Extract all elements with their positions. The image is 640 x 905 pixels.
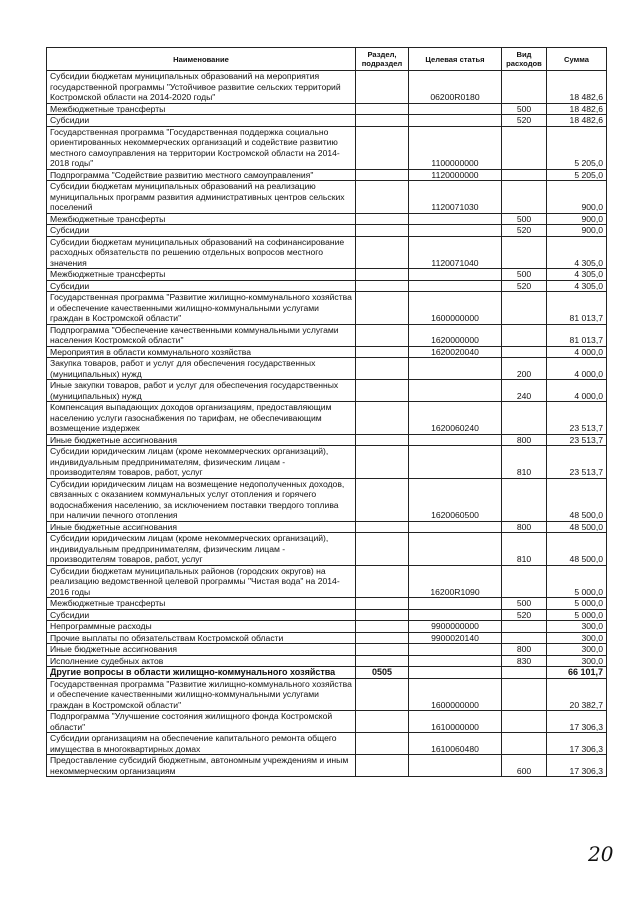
table-row bbox=[47, 434, 607, 446]
table-row bbox=[47, 236, 607, 269]
cell-target: 1120071030 bbox=[409, 181, 502, 214]
cell-section bbox=[356, 598, 409, 610]
cell-name: Субсидии bbox=[47, 225, 356, 237]
cell-type: 520 bbox=[502, 115, 547, 127]
cell-section bbox=[356, 358, 409, 380]
cell-name: Иные бюджетные ассигнования bbox=[47, 434, 356, 446]
cell-target: 1610060480 bbox=[409, 733, 502, 755]
table-body bbox=[47, 71, 607, 777]
cell-section bbox=[356, 621, 409, 633]
cell-type: 500 bbox=[502, 103, 547, 115]
cell-target bbox=[409, 655, 502, 667]
cell-amount: 18 482,6 bbox=[547, 103, 607, 115]
cell-name: Закупка товаров, работ и услуг для обеспечения государственных (муниципальных) нужд bbox=[47, 358, 356, 380]
cell-name: Субсидии bbox=[47, 280, 356, 292]
cell-type: 500 bbox=[502, 598, 547, 610]
cell-section bbox=[356, 115, 409, 127]
cell-type bbox=[502, 324, 547, 346]
cell-section bbox=[356, 280, 409, 292]
cell-name: Субсидии bbox=[47, 115, 356, 127]
cell-target bbox=[409, 269, 502, 281]
cell-name: Межбюджетные трансферты bbox=[47, 103, 356, 115]
cell-target: 06200R0180 bbox=[409, 71, 502, 104]
table-row bbox=[47, 644, 607, 656]
cell-name: Субсидии юридическим лицам (кроме некоммерческих организаций), индивидуальным предпринимателям, физическим лицам - производителям товаров, работ, услуг bbox=[47, 446, 356, 479]
cell-amount: 4 305,0 bbox=[547, 236, 607, 269]
cell-target bbox=[409, 434, 502, 446]
cell-section bbox=[356, 126, 409, 169]
cell-type: 810 bbox=[502, 446, 547, 479]
cell-target: 1620060240 bbox=[409, 402, 502, 435]
cell-type bbox=[502, 236, 547, 269]
cell-type bbox=[502, 565, 547, 598]
budget-table bbox=[46, 47, 607, 777]
cell-target bbox=[409, 213, 502, 225]
cell-section bbox=[356, 402, 409, 435]
cell-type: 520 bbox=[502, 225, 547, 237]
cell-section bbox=[356, 225, 409, 237]
cell-name: Государственная программа "Государственная поддержка социально ориентированных некоммерческих организаций и содействие развитию местного самоуправления на территории Костромской области на 2014-2018 годы" bbox=[47, 126, 356, 169]
cell-name: Иные бюджетные ассигнования bbox=[47, 644, 356, 656]
table-row bbox=[47, 292, 607, 325]
page-number: 20 bbox=[588, 842, 614, 866]
cell-target bbox=[409, 521, 502, 533]
cell-section bbox=[356, 103, 409, 115]
cell-section bbox=[356, 609, 409, 621]
cell-amount: 81 013,7 bbox=[547, 324, 607, 346]
table-row bbox=[47, 609, 607, 621]
cell-target bbox=[409, 380, 502, 402]
cell-type: 830 bbox=[502, 655, 547, 667]
table-header-row bbox=[47, 48, 607, 71]
cell-amount: 17 306,3 bbox=[547, 733, 607, 755]
table-row bbox=[47, 621, 607, 633]
cell-name: Подпрограмма "Содействие развитию местного самоуправления" bbox=[47, 169, 356, 181]
cell-amount: 81 013,7 bbox=[547, 292, 607, 325]
cell-target bbox=[409, 358, 502, 380]
cell-type: 240 bbox=[502, 380, 547, 402]
cell-section bbox=[356, 632, 409, 644]
cell-name: Субсидии бюджетам муниципальных образований на софинансирование расходных обязательств по решению отдельных вопросов местного значения bbox=[47, 236, 356, 269]
cell-target bbox=[409, 103, 502, 115]
cell-amount: 17 306,3 bbox=[547, 755, 607, 777]
cell-name: Подпрограмма "Улучшение состояния жилищного фонда Костромской области" bbox=[47, 711, 356, 733]
cell-target: 1600000000 bbox=[409, 678, 502, 711]
cell-section bbox=[356, 733, 409, 755]
cell-section bbox=[356, 478, 409, 521]
cell-name: Субсидии бюджетам муниципальных образований на мероприятия государственной программы "Устойчивое развитие сельских территорий Костромской области на 2014-2020 годы" bbox=[47, 71, 356, 104]
cell-type bbox=[502, 71, 547, 104]
cell-target: 1620020040 bbox=[409, 346, 502, 358]
cell-section: 0505 bbox=[356, 667, 409, 679]
cell-name: Государственная программа "Развитие жилищно-коммунального хозяйства и обеспечение качественными жилищно-коммунальными услугами граждан в Костромской области" bbox=[47, 292, 356, 325]
table-row bbox=[47, 225, 607, 237]
table-row bbox=[47, 733, 607, 755]
table-row bbox=[47, 181, 607, 214]
cell-amount: 4 000,0 bbox=[547, 358, 607, 380]
cell-type bbox=[502, 181, 547, 214]
cell-target bbox=[409, 644, 502, 656]
cell-section bbox=[356, 446, 409, 479]
cell-type bbox=[502, 667, 547, 679]
cell-amount: 23 513,7 bbox=[547, 434, 607, 446]
cell-type bbox=[502, 169, 547, 181]
cell-amount: 4 000,0 bbox=[547, 380, 607, 402]
cell-section bbox=[356, 434, 409, 446]
table-row bbox=[47, 521, 607, 533]
cell-amount: 4 305,0 bbox=[547, 269, 607, 281]
cell-name: Компенсация выпадающих доходов организациям, предоставляющим населению услуги газоснабжения по тарифам, не обеспечивающим возмещение издержек bbox=[47, 402, 356, 435]
cell-type bbox=[502, 346, 547, 358]
cell-name: Субсидии bbox=[47, 609, 356, 621]
cell-target bbox=[409, 755, 502, 777]
cell-amount: 300,0 bbox=[547, 632, 607, 644]
cell-name: Государственная программа "Развитие жилищно-коммунального хозяйства и обеспечение качественными жилищно-коммунальными услугами граждан в Костромской области" bbox=[47, 678, 356, 711]
cell-name: Подпрограмма "Обеспечение качественными коммунальными услугами населения Костромской области" bbox=[47, 324, 356, 346]
cell-target: 1620060500 bbox=[409, 478, 502, 521]
cell-target: 9900000000 bbox=[409, 621, 502, 633]
cell-name: Иные бюджетные ассигнования bbox=[47, 521, 356, 533]
cell-type: 500 bbox=[502, 213, 547, 225]
cell-target: 1620000000 bbox=[409, 324, 502, 346]
table-row bbox=[47, 755, 607, 777]
cell-type bbox=[502, 292, 547, 325]
cell-section bbox=[356, 533, 409, 566]
table-row bbox=[47, 533, 607, 566]
table-row bbox=[47, 103, 607, 115]
cell-type bbox=[502, 632, 547, 644]
cell-amount: 5 205,0 bbox=[547, 126, 607, 169]
cell-type: 810 bbox=[502, 533, 547, 566]
table-row bbox=[47, 213, 607, 225]
header-type: Вид расходов bbox=[502, 48, 547, 71]
table-row bbox=[47, 269, 607, 281]
cell-target: 1600000000 bbox=[409, 292, 502, 325]
cell-amount: 48 500,0 bbox=[547, 533, 607, 566]
cell-amount: 48 500,0 bbox=[547, 478, 607, 521]
cell-amount: 66 101,7 bbox=[547, 667, 607, 679]
cell-amount: 48 500,0 bbox=[547, 521, 607, 533]
cell-amount: 300,0 bbox=[547, 621, 607, 633]
cell-section bbox=[356, 380, 409, 402]
table-row bbox=[47, 667, 607, 679]
cell-type bbox=[502, 678, 547, 711]
table-row bbox=[47, 346, 607, 358]
table-row bbox=[47, 478, 607, 521]
cell-section bbox=[356, 71, 409, 104]
cell-section bbox=[356, 678, 409, 711]
cell-amount: 300,0 bbox=[547, 644, 607, 656]
cell-target bbox=[409, 533, 502, 566]
cell-section bbox=[356, 269, 409, 281]
cell-section bbox=[356, 324, 409, 346]
cell-section bbox=[356, 346, 409, 358]
cell-name: Субсидии юридическим лицам на возмещение недополученных доходов, связанных с оказанием коммунальных услуг отопления и горячего водоснабжения населению, за исключением поставки твердого топлива при наличии печного отопления bbox=[47, 478, 356, 521]
cell-type bbox=[502, 733, 547, 755]
cell-section bbox=[356, 565, 409, 598]
cell-type: 600 bbox=[502, 755, 547, 777]
cell-name: Мероприятия в области коммунального хозяйства bbox=[47, 346, 356, 358]
cell-amount: 5 000,0 bbox=[547, 598, 607, 610]
table-row bbox=[47, 71, 607, 104]
header-target: Целевая статья bbox=[409, 48, 502, 71]
cell-section bbox=[356, 521, 409, 533]
cell-section bbox=[356, 181, 409, 214]
cell-type bbox=[502, 402, 547, 435]
cell-type bbox=[502, 711, 547, 733]
header-name: Наименование bbox=[47, 48, 356, 71]
cell-target bbox=[409, 446, 502, 479]
cell-amount: 17 306,3 bbox=[547, 711, 607, 733]
cell-section bbox=[356, 644, 409, 656]
cell-name: Непрограммные расходы bbox=[47, 621, 356, 633]
cell-section bbox=[356, 655, 409, 667]
cell-name: Межбюджетные трансферты bbox=[47, 598, 356, 610]
cell-amount: 23 513,7 bbox=[547, 446, 607, 479]
cell-amount: 900,0 bbox=[547, 225, 607, 237]
cell-name: Субсидии бюджетам муниципальных образований на реализацию муниципальных программ развития административных центров сельских поселений bbox=[47, 181, 356, 214]
cell-name: Межбюджетные трансферты bbox=[47, 213, 356, 225]
cell-type: 500 bbox=[502, 269, 547, 281]
cell-target bbox=[409, 667, 502, 679]
cell-amount: 5 205,0 bbox=[547, 169, 607, 181]
cell-target bbox=[409, 609, 502, 621]
header-amount: Сумма bbox=[547, 48, 607, 71]
cell-section bbox=[356, 755, 409, 777]
cell-target bbox=[409, 115, 502, 127]
cell-target: 1120000000 bbox=[409, 169, 502, 181]
cell-type: 800 bbox=[502, 644, 547, 656]
cell-target bbox=[409, 280, 502, 292]
cell-name: Другие вопросы в области жилищно-коммунального хозяйства bbox=[47, 667, 356, 679]
cell-amount: 300,0 bbox=[547, 655, 607, 667]
cell-name: Субсидии бюджетам муниципальных районов (городских округов) на реализацию ведомственной целевой программы "Чистая вода" на 2014-2016 годы bbox=[47, 565, 356, 598]
table-row bbox=[47, 678, 607, 711]
cell-amount: 5 000,0 bbox=[547, 609, 607, 621]
cell-target: 1610000000 bbox=[409, 711, 502, 733]
cell-target: 9900020140 bbox=[409, 632, 502, 644]
cell-type: 800 bbox=[502, 521, 547, 533]
table-row bbox=[47, 280, 607, 292]
cell-name: Иные закупки товаров, работ и услуг для обеспечения государственных (муниципальных) нужд bbox=[47, 380, 356, 402]
table-row bbox=[47, 126, 607, 169]
cell-name: Прочие выплаты по обязательствам Костромской области bbox=[47, 632, 356, 644]
cell-target bbox=[409, 225, 502, 237]
table-row bbox=[47, 446, 607, 479]
cell-target bbox=[409, 598, 502, 610]
cell-target: 16200R1090 bbox=[409, 565, 502, 598]
cell-name: Исполнение судебных актов bbox=[47, 655, 356, 667]
cell-amount: 23 513,7 bbox=[547, 402, 607, 435]
table-row bbox=[47, 655, 607, 667]
cell-type bbox=[502, 126, 547, 169]
cell-target: 1100000000 bbox=[409, 126, 502, 169]
cell-section bbox=[356, 292, 409, 325]
cell-amount: 18 482,6 bbox=[547, 71, 607, 104]
table-row bbox=[47, 358, 607, 380]
cell-type: 520 bbox=[502, 280, 547, 292]
table-row bbox=[47, 169, 607, 181]
cell-amount: 18 482,6 bbox=[547, 115, 607, 127]
cell-amount: 4 305,0 bbox=[547, 280, 607, 292]
cell-type bbox=[502, 621, 547, 633]
header-section: Раздел, подраздел bbox=[356, 48, 409, 71]
cell-name: Субсидии юридическим лицам (кроме некоммерческих организаций), индивидуальным предпринимателям, физическим лицам - производителям товаров, работ, услуг bbox=[47, 533, 356, 566]
cell-amount: 20 382,7 bbox=[547, 678, 607, 711]
cell-type: 200 bbox=[502, 358, 547, 380]
cell-section bbox=[356, 711, 409, 733]
cell-section bbox=[356, 236, 409, 269]
cell-section bbox=[356, 213, 409, 225]
table-row bbox=[47, 598, 607, 610]
cell-type: 520 bbox=[502, 609, 547, 621]
table-row bbox=[47, 380, 607, 402]
table-row bbox=[47, 711, 607, 733]
cell-name: Межбюджетные трансферты bbox=[47, 269, 356, 281]
table-row bbox=[47, 565, 607, 598]
cell-type: 800 bbox=[502, 434, 547, 446]
table-row bbox=[47, 632, 607, 644]
cell-name: Субсидии организациям на обеспечение капитального ремонта общего имущества в многоквартирных домах bbox=[47, 733, 356, 755]
cell-amount: 4 000,0 bbox=[547, 346, 607, 358]
table-row bbox=[47, 115, 607, 127]
cell-amount: 5 000,0 bbox=[547, 565, 607, 598]
cell-name: Предоставление субсидий бюджетным, автономным учреждениям и иным некоммерческим организациям bbox=[47, 755, 356, 777]
cell-section bbox=[356, 169, 409, 181]
cell-target: 1120071040 bbox=[409, 236, 502, 269]
cell-amount: 900,0 bbox=[547, 181, 607, 214]
table-row bbox=[47, 324, 607, 346]
cell-type bbox=[502, 478, 547, 521]
table-row bbox=[47, 402, 607, 435]
cell-amount: 900,0 bbox=[547, 213, 607, 225]
